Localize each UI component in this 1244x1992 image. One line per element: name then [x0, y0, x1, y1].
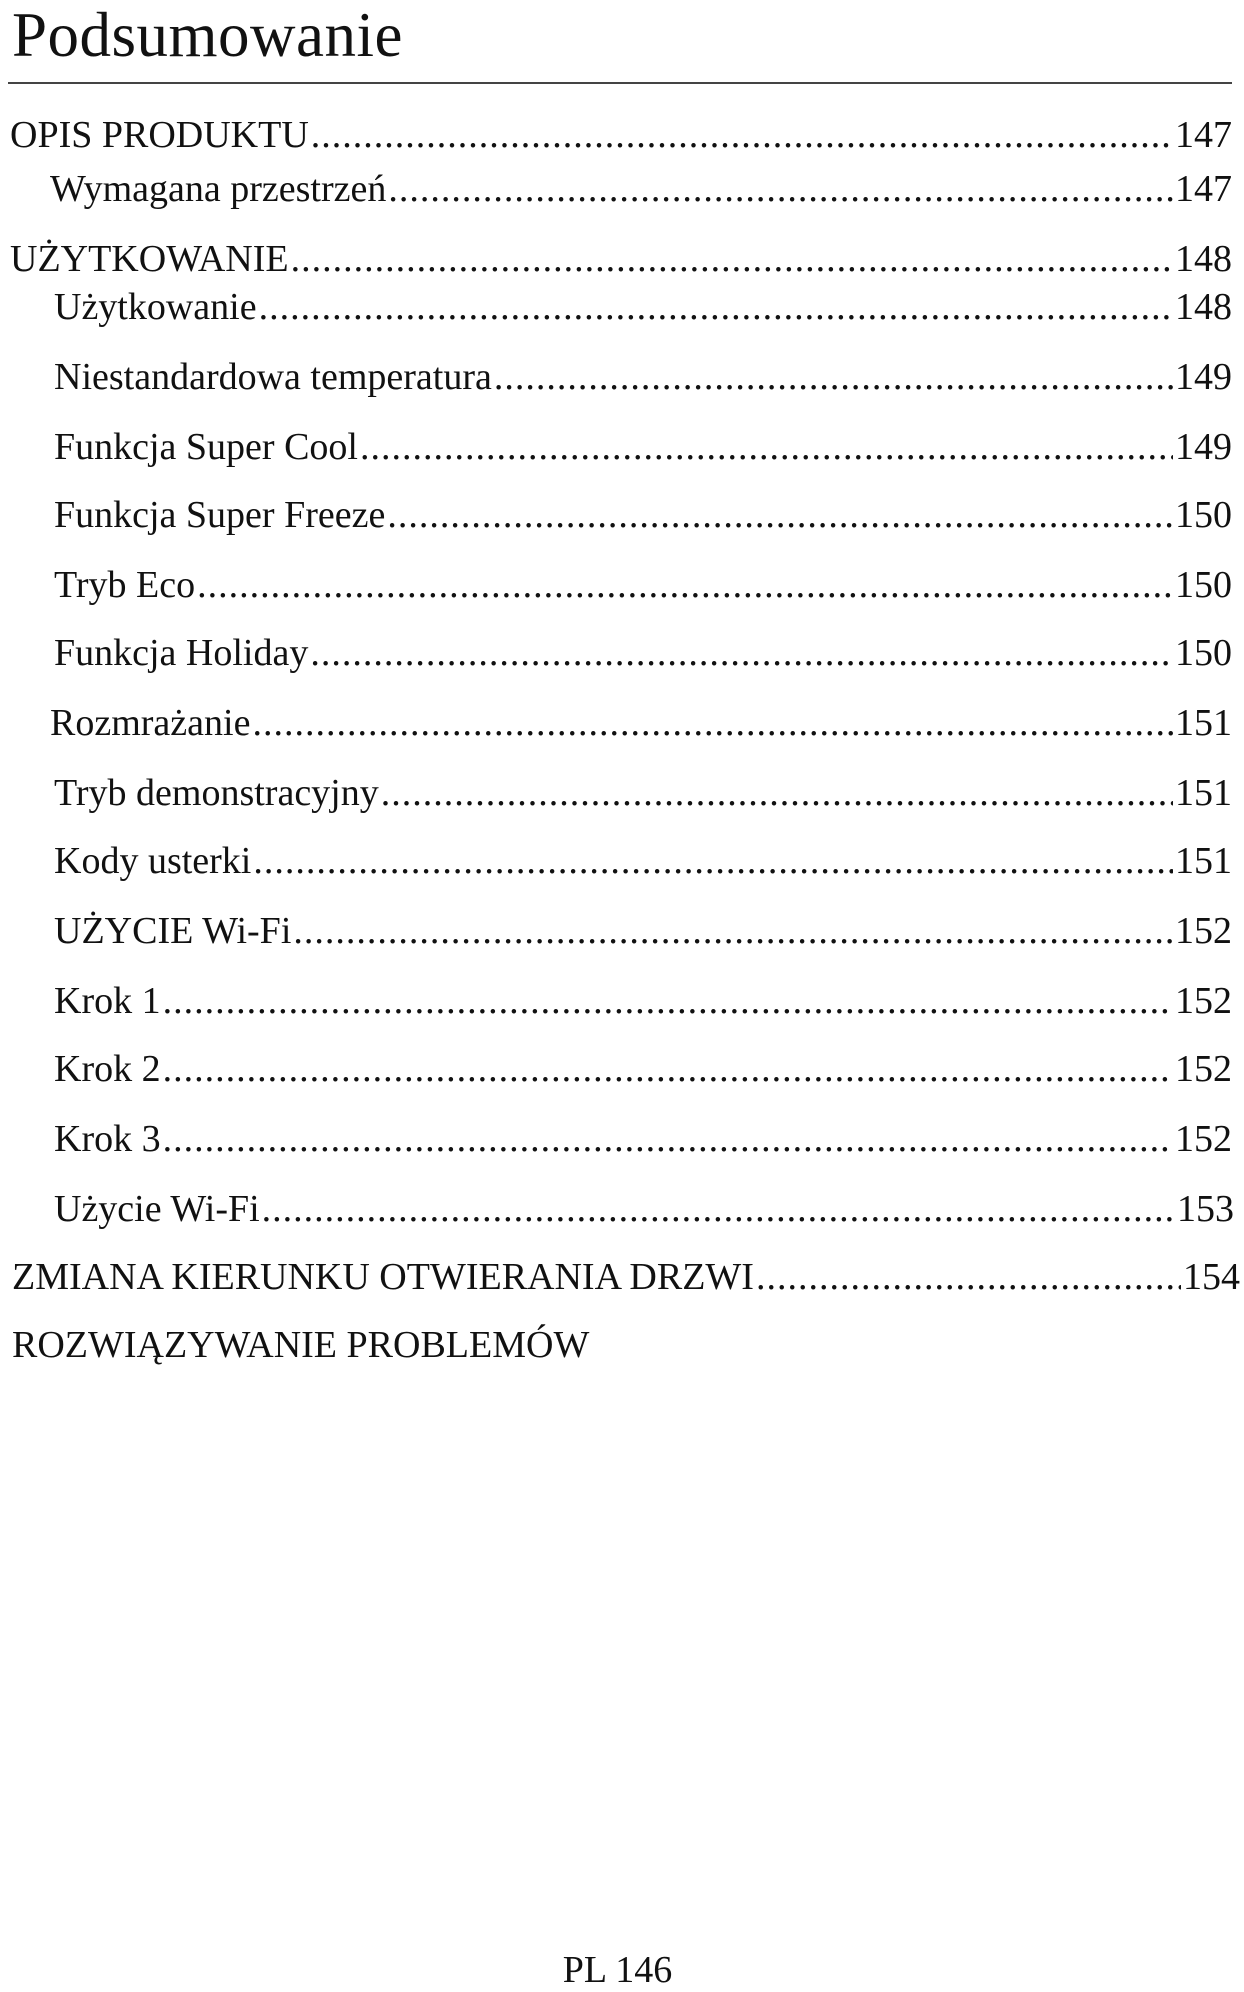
toc-entry-title: Użycie Wi-Fi — [54, 1188, 260, 1230]
toc-entry-title: Rozmrażanie — [50, 702, 251, 744]
toc-entry-title: Funkcja Super Freeze — [54, 494, 386, 536]
toc-dot-leader — [310, 630, 1173, 676]
toc-entry-zmiana-kierunku-otwierania-drzwi[interactable] — [12, 1254, 1240, 1300]
toc-dot-leader — [360, 424, 1173, 470]
toc-entry-wymagana-przestrzen[interactable] — [50, 166, 1232, 212]
toc-entry-krok-1[interactable] — [54, 978, 1232, 1024]
page-number-footer: PL 146 — [562, 1949, 673, 1991]
toc-entry-title: Funkcja Super Cool — [54, 426, 358, 468]
toc-entry-uzytkowanie-section[interactable] — [10, 236, 1232, 282]
toc-entry-niestandardowa-temperatura[interactable] — [54, 354, 1232, 400]
toc-dot-leader — [494, 354, 1173, 400]
page-title: Podsumowanie — [12, 0, 403, 70]
toc-page-number: 149 — [1175, 356, 1232, 398]
toc-dot-leader — [253, 838, 1173, 884]
toc-dot-leader — [163, 978, 1173, 1024]
toc-entry-title: Kody usterki — [54, 840, 252, 882]
toc-page-number: 152 — [1175, 910, 1232, 952]
toc-page-number: 150 — [1175, 632, 1232, 674]
toc-page-number: 152 — [1175, 1118, 1232, 1160]
toc-entry-uzycie-wifi-section[interactable] — [54, 908, 1232, 954]
toc-entry-tryb-demonstracyjny[interactable] — [54, 770, 1232, 816]
toc-dot-leader — [197, 562, 1173, 608]
toc-entry-tryb-eco[interactable] — [54, 562, 1232, 608]
toc-page-number: 147 — [1175, 168, 1232, 210]
toc-entry-funkcja-holiday[interactable] — [54, 630, 1232, 676]
toc-entry-title: ROZWIĄZYWANIE PROBLEMÓW — [12, 1324, 590, 1366]
toc-entry-title: Krok 3 — [54, 1118, 161, 1160]
toc-page-number: 154 — [1183, 1256, 1240, 1298]
toc-entry-title: Tryb Eco — [54, 564, 196, 606]
toc-dot-leader — [291, 236, 1173, 282]
toc-page-number: 152 — [1175, 980, 1232, 1022]
toc-page-number: 149 — [1175, 426, 1232, 468]
toc-entry-title: Wymagana przestrzeń — [50, 168, 387, 210]
toc-entry-title: Funkcja Holiday — [54, 632, 309, 674]
toc-page-number: 152 — [1175, 1048, 1232, 1090]
toc-page-number: 148 — [1175, 286, 1232, 328]
toc-entry-title: UŻYTKOWANIE — [10, 238, 289, 280]
toc-dot-leader — [388, 166, 1173, 212]
toc-entry-kody-usterki[interactable] — [54, 838, 1232, 884]
toc-entry-title: Krok 2 — [54, 1048, 161, 1090]
toc-entry-title: ZMIANA KIERUNKU OTWIERANIA DRZWI — [12, 1256, 754, 1298]
toc-dot-leader — [163, 1046, 1173, 1092]
toc-dot-leader — [381, 770, 1173, 816]
toc-entry-rozmrazanie[interactable] — [50, 700, 1232, 746]
toc-page-number: 150 — [1175, 564, 1232, 606]
toc-entry-uzytkowanie[interactable] — [54, 284, 1232, 330]
toc-page-number: 148 — [1175, 238, 1232, 280]
toc-dot-leader — [259, 284, 1173, 330]
toc-entry-krok-2[interactable] — [54, 1046, 1232, 1092]
toc-dot-leader — [252, 700, 1173, 746]
toc-dot-leader — [293, 908, 1173, 954]
toc-dot-leader — [163, 1116, 1173, 1162]
toc-entry-opis-produktu[interactable] — [10, 112, 1232, 158]
toc-page-number: 151 — [1175, 702, 1232, 744]
page-footer — [0, 1948, 1244, 1992]
toc-page-number: 151 — [1175, 840, 1232, 882]
toc-dot-leader — [387, 492, 1173, 538]
toc-entry-uzycie-wifi[interactable] — [54, 1186, 1234, 1232]
toc-entry-funkcja-super-freeze[interactable] — [54, 492, 1232, 538]
toc-dot-leader — [262, 1186, 1175, 1232]
toc-entry-title: Użytkowanie — [54, 286, 257, 328]
toc-page-number: 147 — [1175, 114, 1232, 156]
toc-page-number: 153 — [1177, 1188, 1234, 1230]
toc-entry-krok-3[interactable] — [54, 1116, 1232, 1162]
toc-entry-rozwiazywanie-problemow[interactable] — [12, 1322, 589, 1368]
toc-entry-title: Niestandardowa temperatura — [54, 356, 492, 398]
toc-page-number: 150 — [1175, 494, 1232, 536]
toc-entry-funkcja-super-cool[interactable] — [54, 424, 1232, 470]
toc-entry-title: UŻYCIE Wi-Fi — [54, 910, 292, 952]
toc-entry-title: Tryb demonstracyjny — [54, 772, 379, 814]
toc-entry-title: OPIS PRODUKTU — [10, 114, 309, 156]
toc-dot-leader — [311, 112, 1173, 158]
toc-entry-title: Krok 1 — [54, 980, 161, 1022]
toc-page-number: 151 — [1175, 772, 1232, 814]
toc-dot-leader — [756, 1254, 1181, 1300]
